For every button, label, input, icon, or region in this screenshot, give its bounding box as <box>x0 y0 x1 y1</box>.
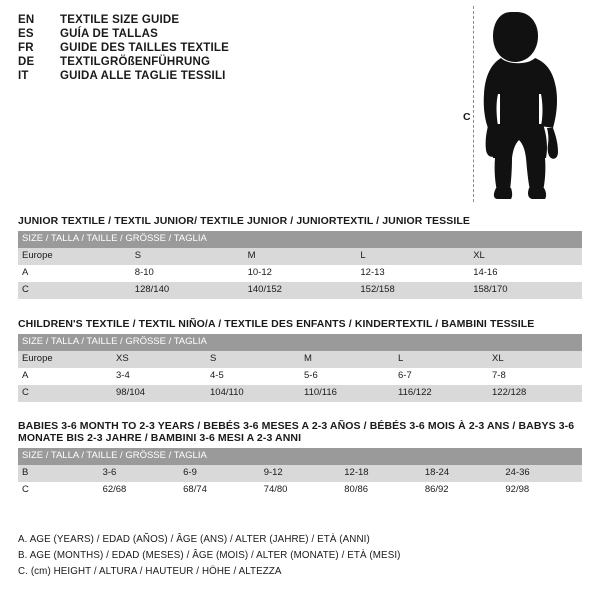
cell: 9-12 <box>260 465 341 482</box>
cell: 7-8 <box>488 368 582 385</box>
header-lang-fr: FR <box>18 42 34 54</box>
row-label: C <box>18 385 112 402</box>
section-title: CHILDREN'S TEXTILE / TEXTIL NIÑO/A / TEXTILE DES ENFANTS / KINDERTEXTIL / BAMBINI TESSILE <box>18 318 535 330</box>
cell: 74/80 <box>260 482 341 499</box>
section-childrens-textile <box>18 318 582 402</box>
row-label: B <box>18 465 99 482</box>
header-title-it: GUIDA ALLE TAGLIE TESSILI <box>60 70 226 82</box>
cell: L <box>356 248 469 265</box>
footnote-b: B. AGE (MONTHS) / EDAD (MESES) / ÂGE (MOIS) / ALTER (MONATE) / ETÀ (MESI) <box>18 550 401 561</box>
cell: 4-5 <box>206 368 300 385</box>
row-label: Europe <box>18 351 112 368</box>
cell: 8-10 <box>131 265 244 282</box>
cell: L <box>394 351 488 368</box>
junior-size-table <box>18 231 582 299</box>
cell: 14-16 <box>469 265 582 282</box>
footnote-c: C. (cm) HEIGHT / ALTURA / HAUTEUR / HÖHE / ALTEZZA <box>18 566 282 577</box>
table-row <box>18 385 582 402</box>
cell: 12-18 <box>340 465 421 482</box>
header-row <box>18 14 438 26</box>
row-label: A <box>18 368 112 385</box>
header-title-es: GUÍA DE TALLAS <box>60 28 158 40</box>
cell: XL <box>488 351 582 368</box>
header-row <box>18 56 438 68</box>
section-junior-textile <box>18 215 582 299</box>
cell: 3-4 <box>112 368 206 385</box>
table-row <box>18 248 582 265</box>
cell: 62/68 <box>99 482 180 499</box>
header-title-de: TEXTILGRÖßENFÜHRUNG <box>60 56 211 68</box>
size-header-label: SIZE / TALLA / TAILLE / GRÖSSE / TAGLIA <box>18 231 582 248</box>
cell: 92/98 <box>501 482 582 499</box>
header-block <box>18 14 438 84</box>
cell: 12-13 <box>356 265 469 282</box>
cell: 6-7 <box>394 368 488 385</box>
cell: 86/92 <box>421 482 502 499</box>
cell: 80/86 <box>340 482 421 499</box>
section-title: BABIES 3-6 MONTH TO 2-3 YEARS / BEBÉS 3-6 MESES A 2-3 AÑOS / BÉBÉS 3-6 MOIS À 2-3 ANS / BABYS 3-6 MONATE BIS 2-3 JAHRE / BAMBINI 3-6 MESI A 2-3 ANNI <box>18 420 575 444</box>
cell: S <box>131 248 244 265</box>
cell: 140/152 <box>244 282 357 299</box>
cell: 128/140 <box>131 282 244 299</box>
header-lang-it: IT <box>18 70 29 82</box>
cell: 3-6 <box>99 465 180 482</box>
header-row <box>18 42 438 54</box>
cell: XL <box>469 248 582 265</box>
cell: 158/170 <box>469 282 582 299</box>
cell: 152/158 <box>356 282 469 299</box>
table-row <box>18 351 582 368</box>
children-size-table <box>18 334 582 402</box>
table-row <box>18 482 582 499</box>
footnote-a: A. AGE (YEARS) / EDAD (AÑOS) / ÂGE (ANS) / ALTER (JAHRE) / ETÀ (ANNI) <box>18 534 370 545</box>
header-lang-de: DE <box>18 56 35 68</box>
cell: M <box>300 351 394 368</box>
header-row <box>18 70 438 82</box>
babies-size-table <box>18 448 582 499</box>
cell: S <box>206 351 300 368</box>
cell: 5-6 <box>300 368 394 385</box>
row-label: C <box>18 482 99 499</box>
table-row <box>18 368 582 385</box>
table-header-row <box>18 448 582 465</box>
figure-block <box>455 6 585 202</box>
header-lang-en: EN <box>18 14 35 26</box>
cell: 98/104 <box>112 385 206 402</box>
table-header-row <box>18 334 582 351</box>
section-babies-textile <box>18 420 582 499</box>
header-lang-es: ES <box>18 28 34 40</box>
table-header-row <box>18 231 582 248</box>
size-header-label: SIZE / TALLA / TAILLE / GRÖSSE / TAGLIA <box>18 448 582 465</box>
cell: 110/116 <box>300 385 394 402</box>
row-label: A <box>18 265 131 282</box>
size-header-label: SIZE / TALLA / TAILLE / GRÖSSE / TAGLIA <box>18 334 582 351</box>
cell: 18-24 <box>421 465 502 482</box>
row-label: C <box>18 282 131 299</box>
section-title: JUNIOR TEXTILE / TEXTIL JUNIOR/ TEXTILE JUNIOR / JUNIORTEXTIL / JUNIOR TESSILE <box>18 215 470 227</box>
header-row <box>18 28 438 40</box>
cell: 104/110 <box>206 385 300 402</box>
table-row <box>18 282 582 299</box>
cell: 122/128 <box>488 385 582 402</box>
table-row <box>18 465 582 482</box>
toddler-silhouette-icon <box>481 8 585 200</box>
table-row <box>18 265 582 282</box>
cell: 6-9 <box>179 465 260 482</box>
cell: M <box>244 248 357 265</box>
height-measure-line <box>473 6 474 202</box>
cell: 68/74 <box>179 482 260 499</box>
cell: 10-12 <box>244 265 357 282</box>
header-title-fr: GUIDE DES TAILLES TEXTILE <box>60 42 229 54</box>
cell: 24-36 <box>501 465 582 482</box>
row-label: Europe <box>18 248 131 265</box>
cell: XS <box>112 351 206 368</box>
measure-label-c: C <box>463 111 471 123</box>
header-title-en: TEXTILE SIZE GUIDE <box>60 14 180 26</box>
cell: 116/122 <box>394 385 488 402</box>
footnotes-block <box>18 534 578 582</box>
